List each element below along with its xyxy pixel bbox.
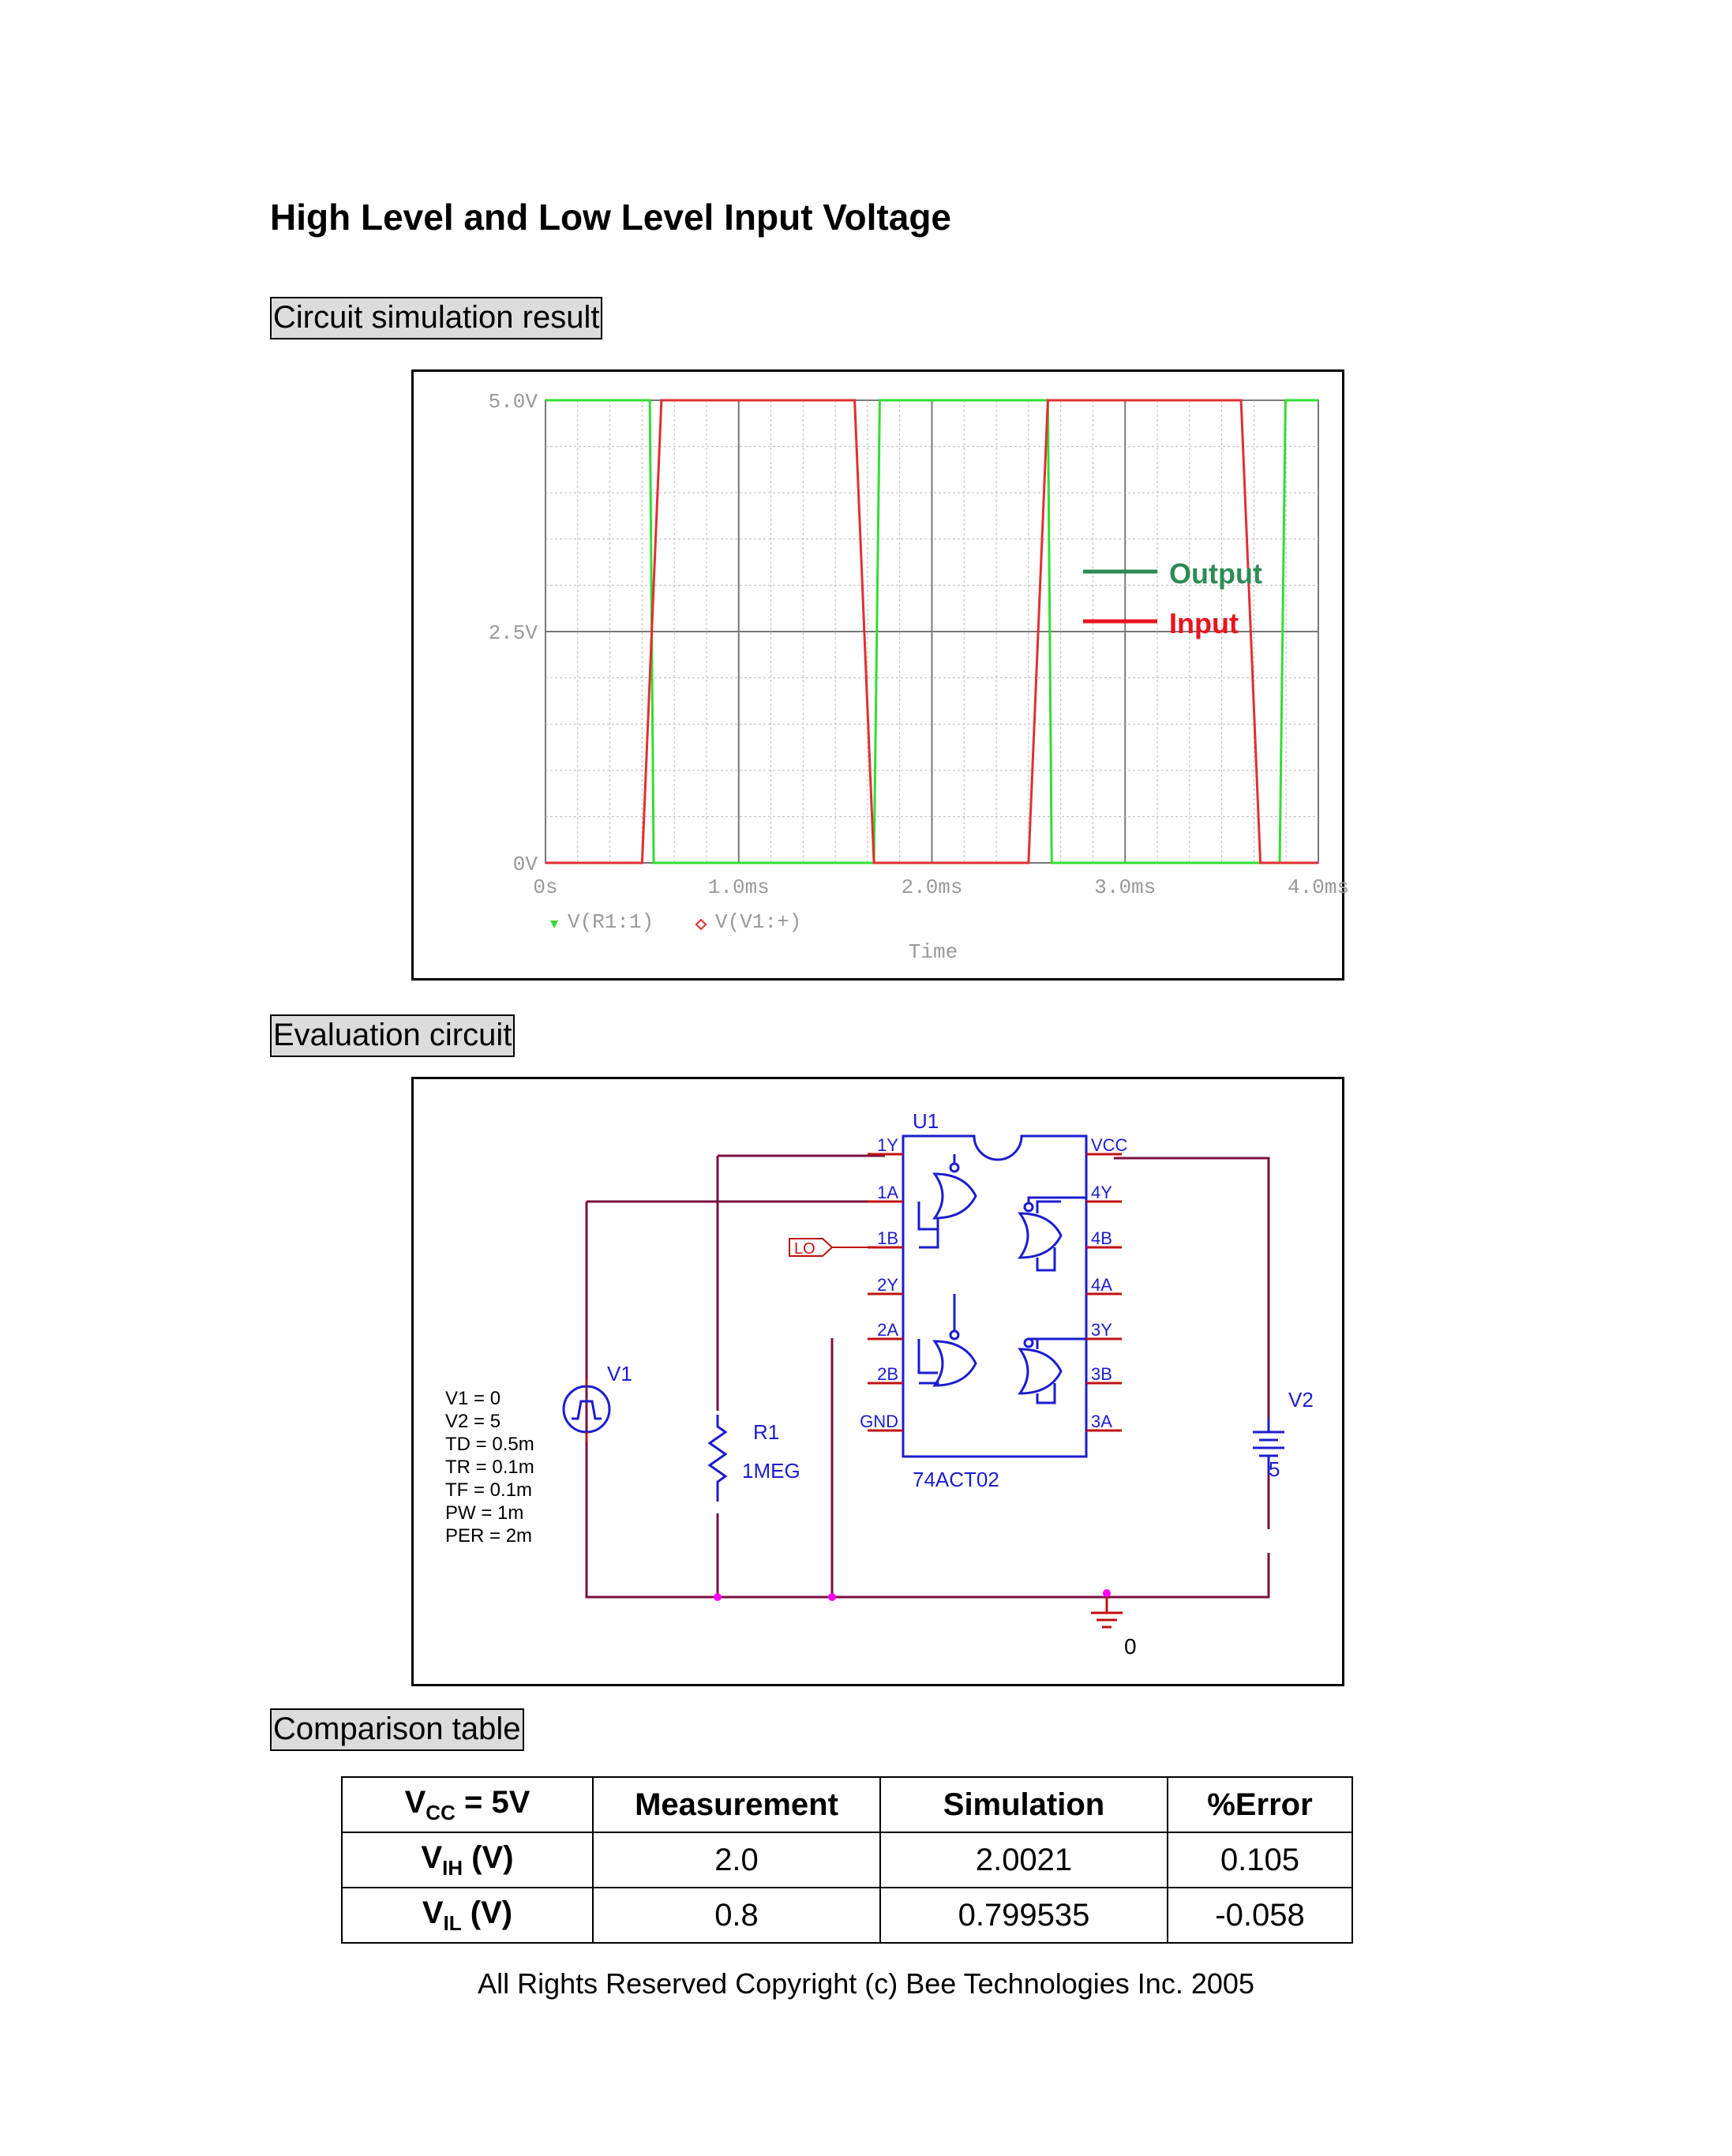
header-error: %Error (1168, 1777, 1352, 1832)
wires (587, 1156, 1269, 1597)
pin-1y: 1Y (877, 1135, 898, 1155)
legend-output-label: Output (1169, 557, 1262, 590)
x-tick-label: 1.0ms (707, 876, 770, 899)
junction-dot (1103, 1589, 1111, 1597)
r1-value: 1MEG (742, 1459, 800, 1483)
v2-label: V2 (1288, 1388, 1314, 1412)
ic-74act02 (903, 1136, 1086, 1457)
pin-4y: 4Y (1091, 1183, 1112, 1202)
evaluation-circuit-panel (411, 1077, 1344, 1686)
pin-1b: 1B (877, 1228, 898, 1248)
svg-text:V1 = 0: V1 = 0 (445, 1388, 501, 1409)
junction-dot (828, 1593, 836, 1601)
comparison-table (341, 1776, 1353, 1944)
y-tick-label: 2.5V (488, 621, 538, 645)
header-vcc: $V_{CC} = 5V$ (342, 1777, 593, 1832)
y-tick-label: 0V (512, 853, 538, 876)
svg-text:TD = 0.5m: TD = 0.5m (445, 1434, 534, 1455)
header-measurement: Measurement (593, 1777, 880, 1832)
trace-legend-green: V(R1:1) (568, 910, 654, 934)
pin-2b: 2B (877, 1364, 898, 1384)
cell-simulation: 2.0021 (880, 1832, 1168, 1888)
ic-part-number: 74ACT02 (913, 1468, 999, 1491)
cell-measurement: 0.8 (593, 1888, 880, 1943)
x-tick-label: 3.0ms (1094, 876, 1157, 899)
x-tick-label: 4.0ms (1287, 876, 1350, 899)
cell-error: 0.105 (1168, 1832, 1352, 1888)
lo-port-label: LO (794, 1240, 815, 1258)
section-label-evaluation: Evaluation circuit (270, 1014, 515, 1057)
ground-label: 0 (1124, 1634, 1137, 1659)
pin-4b: 4B (1091, 1228, 1112, 1248)
pin-1a: 1A (877, 1183, 898, 1202)
legend-input-label: Input (1169, 607, 1239, 639)
svg-text:PER = 2m: PER = 2m (445, 1525, 533, 1547)
section-label-simulation: Circuit simulation result (270, 297, 602, 339)
pin-3b: 3B (1091, 1364, 1112, 1384)
svg-text:V2 = 5: V2 = 5 (445, 1411, 501, 1432)
pin-2a: 2A (877, 1320, 898, 1340)
table-row (342, 1888, 1352, 1943)
cell-measurement: 2.0 (593, 1832, 880, 1888)
pin-3y: 3Y (1091, 1320, 1112, 1340)
simulation-chart-panel (411, 369, 1350, 981)
cell-error: -0.058 (1168, 1888, 1352, 1943)
pin-vcc: VCC (1091, 1135, 1128, 1155)
pin-gnd: GND (860, 1412, 898, 1431)
pin-4a: 4A (1091, 1275, 1112, 1295)
trace-legend-red: V(V1:+) (715, 910, 802, 934)
ic-pin-stubs (868, 1154, 1122, 1430)
ground-icon (1091, 1597, 1123, 1627)
svg-text:PW = 1m: PW = 1m (445, 1502, 524, 1524)
chart-ticks (489, 390, 1349, 899)
x-tick-label: 2.0ms (901, 876, 963, 899)
svg-text:TF = 0.1m: TF = 0.1m (445, 1479, 533, 1501)
table-header-row (342, 1777, 1352, 1832)
y-tick-label: 5.0V (488, 390, 538, 414)
x-tick-label: 0s (533, 876, 558, 899)
row-label: $V_{IH}$ (V) (342, 1832, 593, 1888)
section-label-comparison: Comparison table (270, 1708, 524, 1751)
pin-3a: 3A (1091, 1412, 1112, 1431)
r1-label: R1 (753, 1420, 780, 1444)
v1-parameters (445, 1388, 534, 1547)
trace-legend-green-marker (550, 921, 558, 928)
cell-simulation: 0.799535 (880, 1888, 1168, 1943)
page-title: High Level and Low Level Input Voltage (270, 197, 952, 238)
header-simulation: Simulation (880, 1777, 1168, 1832)
simulation-chart (414, 372, 1350, 978)
row-label: $V_{IL}$ (V) (342, 1888, 593, 1943)
v2-value: 5 (1269, 1457, 1280, 1481)
trace-legend-red-marker (696, 920, 706, 929)
pin-2y: 2Y (877, 1275, 898, 1295)
v1-label: V1 (607, 1362, 632, 1385)
schematic (414, 1079, 1342, 1684)
junction-dot (714, 1593, 722, 1601)
ic-refdes: U1 (913, 1109, 939, 1133)
nor-gates (919, 1154, 1086, 1403)
x-axis-label: Time (908, 940, 958, 964)
svg-text:TR = 0.1m: TR = 0.1m (445, 1457, 534, 1478)
table-row (342, 1832, 1352, 1888)
copyright-footer: All Rights Reserved Copyright (c) Bee Technologies Inc. 2005 (478, 1967, 1254, 2000)
